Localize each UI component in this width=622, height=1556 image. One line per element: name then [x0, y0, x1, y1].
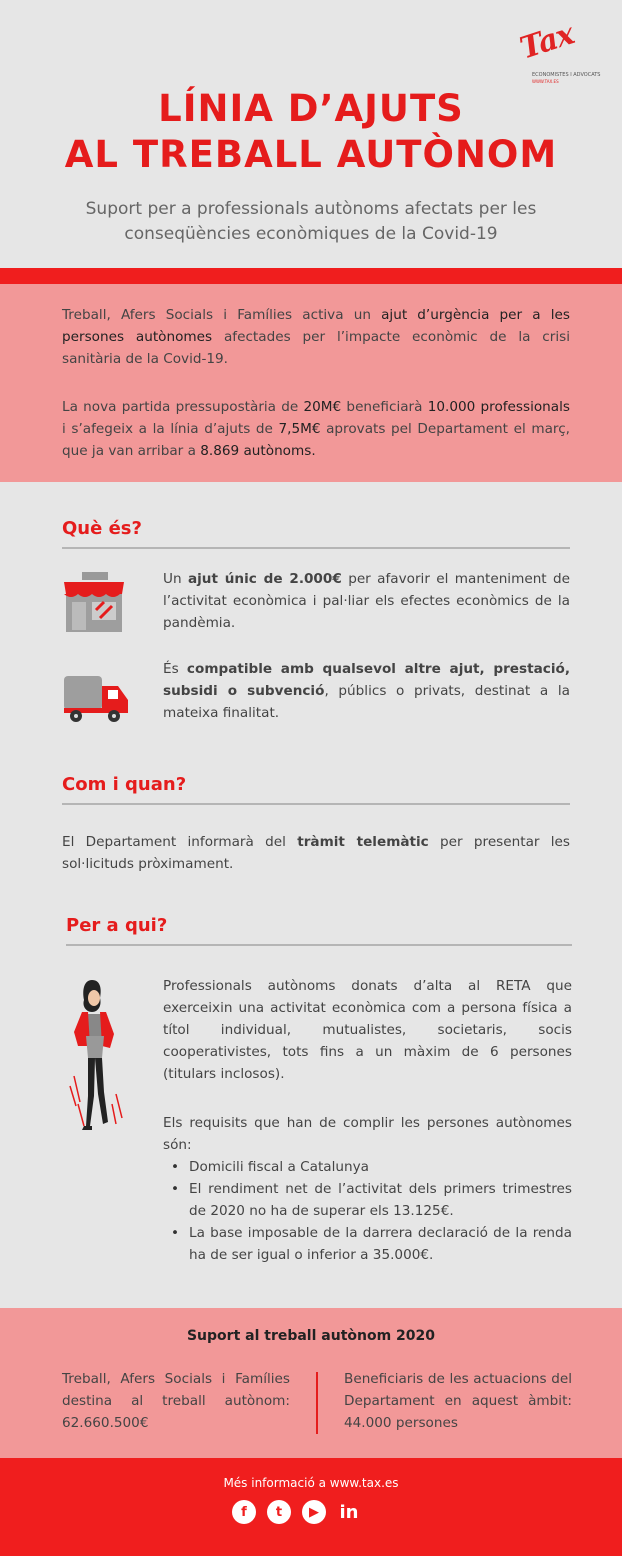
section-divider	[62, 803, 570, 805]
intro-paragraph-1: Treball, Afers Socials i Famílies activa un ajut d’urgència per a les persones autònomes afectades per l’impacte econòmic de la crisi sanitària de la Covid-19.	[62, 307, 571, 367]
que-es-item-1: Un ajut únic de 2.000€ per afavorir el manteniment de l’activitat econòmica i pal·liar els efectes econòmics de la pandèmia.	[163, 571, 571, 631]
truck-icon	[62, 674, 130, 724]
per-a-qui-paragraph-2: Els requisits que han de complir les persones autònomes són:	[163, 1115, 572, 1153]
logo-tagline: ECONOMISTES I ADVOCATS	[532, 72, 601, 78]
red-divider-bar	[0, 268, 622, 284]
footer	[0, 1458, 622, 1556]
intro-paragraph-2: La nova partida pressupostària de 20M€ beneficiarà 10.000 professionals i s’afegeix a la línia d’ajuts de 7,5M€ aprovats pel Departament el març, que ja van arribar a 8.869 autònoms.	[62, 399, 570, 459]
list-item: • La base imposable de la darrera declaració de la renda ha de ser igual o inferior a 35.000€.	[163, 1222, 572, 1266]
title-line-1: LÍNIA D’AJUTS	[158, 87, 464, 130]
que-es-item-2: És compatible amb qualsevol altre ajut, prestació, subsidi o subvenció, públics o privats, destinat a la mateixa finalitat.	[163, 661, 570, 721]
intro-band	[0, 284, 622, 482]
page-subtitle: Suport per a professionals autònoms afectats per les conseqüències econòmiques de la Covid-19	[85, 199, 537, 244]
social-links	[232, 1500, 361, 1524]
youtube-icon[interactable]: ▶	[302, 1500, 326, 1524]
twitter-icon[interactable]: t	[267, 1500, 291, 1524]
support-beneficiaries: Beneficiaris de les actuacions del Departament en aquest àmbit: 44.000 persones	[344, 1371, 572, 1431]
section-divider	[62, 547, 570, 549]
facebook-icon[interactable]: f	[232, 1500, 256, 1524]
section-divider	[66, 944, 572, 946]
support-title: Suport al treball autònom 2020	[186, 1328, 436, 1344]
title-line-2: AL TREBALL AUTÒNOM	[64, 133, 558, 176]
page-title	[0, 86, 622, 178]
section-title-per-a-qui: Per a qui?	[66, 915, 168, 936]
list-item: • El rendiment net de l’activitat dels primers trimestres de 2020 no ha de superar els 13.125€.	[163, 1178, 572, 1222]
per-a-qui-paragraph-1: Professionals autònoms donats d’alta al RETA que exerceixin una activitat econòmica com a persona física a títol individual, mutualistes, societaris, socis cooperativistes, tots fins a un màxim de 6 persones (titulars inclosos).	[163, 978, 572, 1082]
shop-icon	[62, 570, 126, 634]
logo-sub: WWW.TAX.ES	[532, 79, 559, 84]
com-i-quan-paragraph: El Departament informarà del tràmit telemàtic per presentar les sol·licituds pròximament.	[62, 834, 570, 872]
requirements-list	[163, 1156, 572, 1266]
support-separator	[316, 1372, 318, 1434]
linkedin-icon[interactable]: in	[339, 1501, 359, 1523]
list-item: • Domicili fiscal a Catalunya	[163, 1156, 572, 1178]
logo-mark: Tax	[515, 16, 578, 67]
woman-walking-icon	[64, 976, 130, 1136]
section-title-que-es: Què és?	[62, 518, 142, 539]
section-title-com-i-quan: Com i quan?	[62, 774, 187, 795]
support-budget: Treball, Afers Socials i Famílies destina al treball autònom: 62.660.500€	[62, 1371, 290, 1431]
tax-logo	[512, 18, 604, 92]
support-band	[0, 1308, 622, 1458]
more-info-link[interactable]: Més informació a www.tax.es	[223, 1476, 399, 1490]
